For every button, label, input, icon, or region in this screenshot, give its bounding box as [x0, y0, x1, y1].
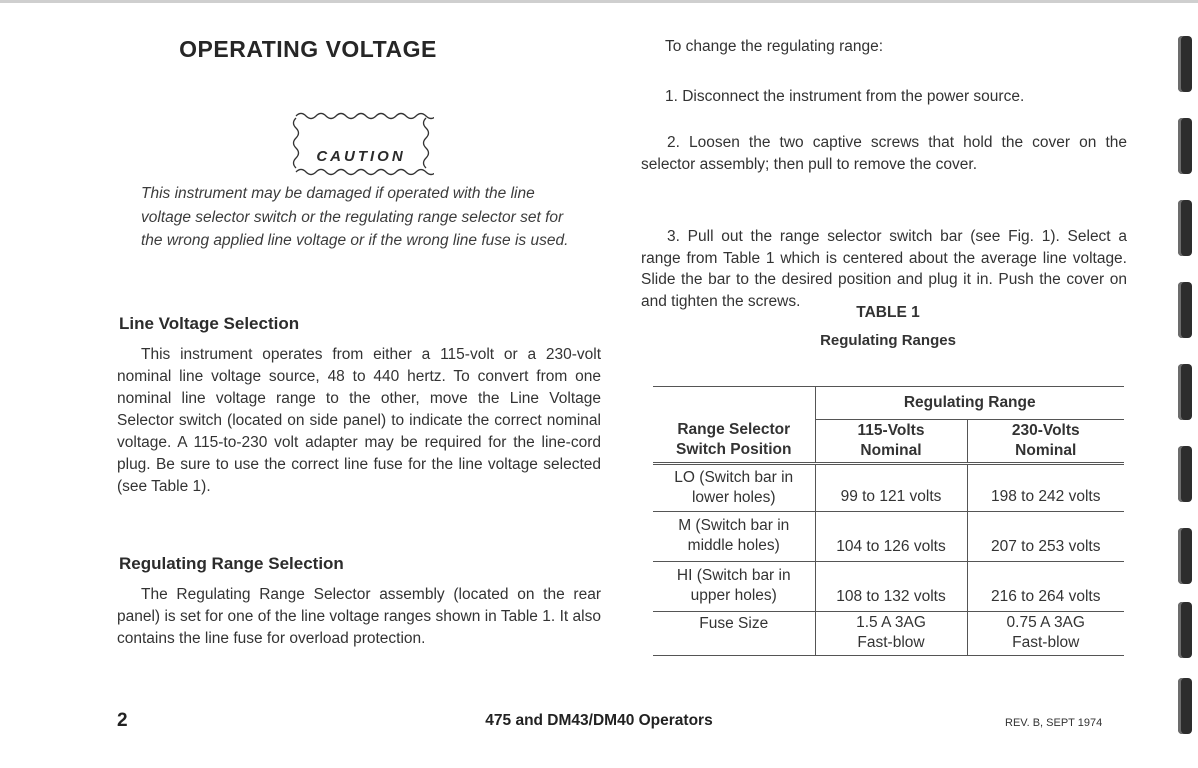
caution-label: CAUTION: [316, 148, 406, 165]
table-header-row: [653, 387, 1124, 419]
table-row: [653, 611, 1124, 655]
row-hi-230: 216 to 264 volts: [967, 561, 1124, 611]
row-lo-230: 198 to 242 volts: [967, 463, 1124, 511]
index-tab: [1178, 118, 1192, 174]
table-row: [653, 511, 1124, 561]
index-tab: [1178, 528, 1192, 584]
row-lo-115: 99 to 121 volts: [815, 463, 967, 511]
fuse-115: 1.5 A 3AG Fast-blow: [815, 611, 967, 655]
regulating-ranges-table: [653, 387, 1124, 656]
step-2: 2. Loosen the two captive screws that hold the cover on the selector assembly; then pull to remove the cover.: [641, 134, 1127, 173]
regulating-range-heading: Regulating Range Selection: [119, 554, 344, 573]
row-hi-115: 108 to 132 volts: [815, 561, 967, 611]
line-voltage-text: This instrument operates from either a 115-volt or a 230-volt nominal line voltage source, 48 to 440 hertz. To convert from one nominal line voltage range to the other, move the Line Voltage Selector switch (located on side panel) to indicate the correct nominal voltage. A 115-to-230 volt adapter may be required for the line-cord plug. Be sure to use the correct line fuse for the line voltage selected (see Table 1).: [117, 346, 601, 495]
index-tab: [1178, 282, 1192, 338]
row-m-230: 207 to 253 volts: [967, 511, 1124, 561]
row-m-115: 104 to 126 volts: [815, 511, 967, 561]
header-230-volts: 230-Volts Nominal: [967, 419, 1124, 463]
header-range-selector: Range Selector Switch Position: [653, 419, 815, 463]
index-tab: [1178, 364, 1192, 420]
table-caption: TABLE 1: [856, 304, 920, 321]
header-115-volts: 115-Volts Nominal: [815, 419, 967, 463]
index-tab: [1178, 200, 1192, 256]
top-edge-line: [0, 0, 1198, 3]
line-voltage-heading: Line Voltage Selection: [119, 314, 300, 333]
warning-text: This instrument may be damaged if operated with the line voltage selector switch or the regulating range selector set for the wrong applied line voltage or if the wrong line fuse is used.: [141, 185, 569, 249]
caution-box: [288, 100, 434, 186]
row-lo-position: LO (Switch bar in lower holes): [653, 463, 815, 511]
page-title: OPERATING VOLTAGE: [179, 36, 437, 62]
table-subheader-row: [653, 419, 1124, 463]
step-1: 1. Disconnect the instrument from the power source.: [665, 88, 1025, 105]
index-tabs: [1174, 0, 1198, 768]
step-3: 3. Pull out the range selector switch bar (see Fig. 1). Select a range from Table 1 which is centered about the average line voltage. Slide the bar to the desired position and plug it in. Push the cover on and tighten the screws.: [641, 228, 1127, 310]
document-title: 475 and DM43/DM40 Operators: [485, 712, 713, 729]
table-row: [653, 463, 1124, 511]
fuse-size-label: Fuse Size: [653, 611, 815, 655]
row-m-position: M (Switch bar in middle holes): [653, 511, 815, 561]
row-hi-position: HI (Switch bar in upper holes): [653, 561, 815, 611]
fuse-230: 0.75 A 3AG Fast-blow: [967, 611, 1124, 655]
caution-border-icon: [288, 100, 434, 186]
index-tab: [1178, 602, 1192, 658]
index-tab: [1178, 36, 1192, 92]
index-tab: [1178, 446, 1192, 502]
header-regulating-range: Regulating Range: [815, 387, 1124, 419]
index-tab: [1178, 678, 1192, 734]
table-row: [653, 561, 1124, 611]
page-number: 2: [117, 710, 128, 731]
revision-label: REV. B, SEPT 1974: [1005, 717, 1103, 729]
intro-text: To change the regulating range:: [665, 38, 884, 55]
table-subcaption: Regulating Ranges: [820, 332, 956, 349]
regulating-range-text: The Regulating Range Selector assembly (located on the rear panel) is set for one of the line voltage ranges shown in Table 1. It also contains the line fuse for overload protection.: [117, 586, 601, 647]
